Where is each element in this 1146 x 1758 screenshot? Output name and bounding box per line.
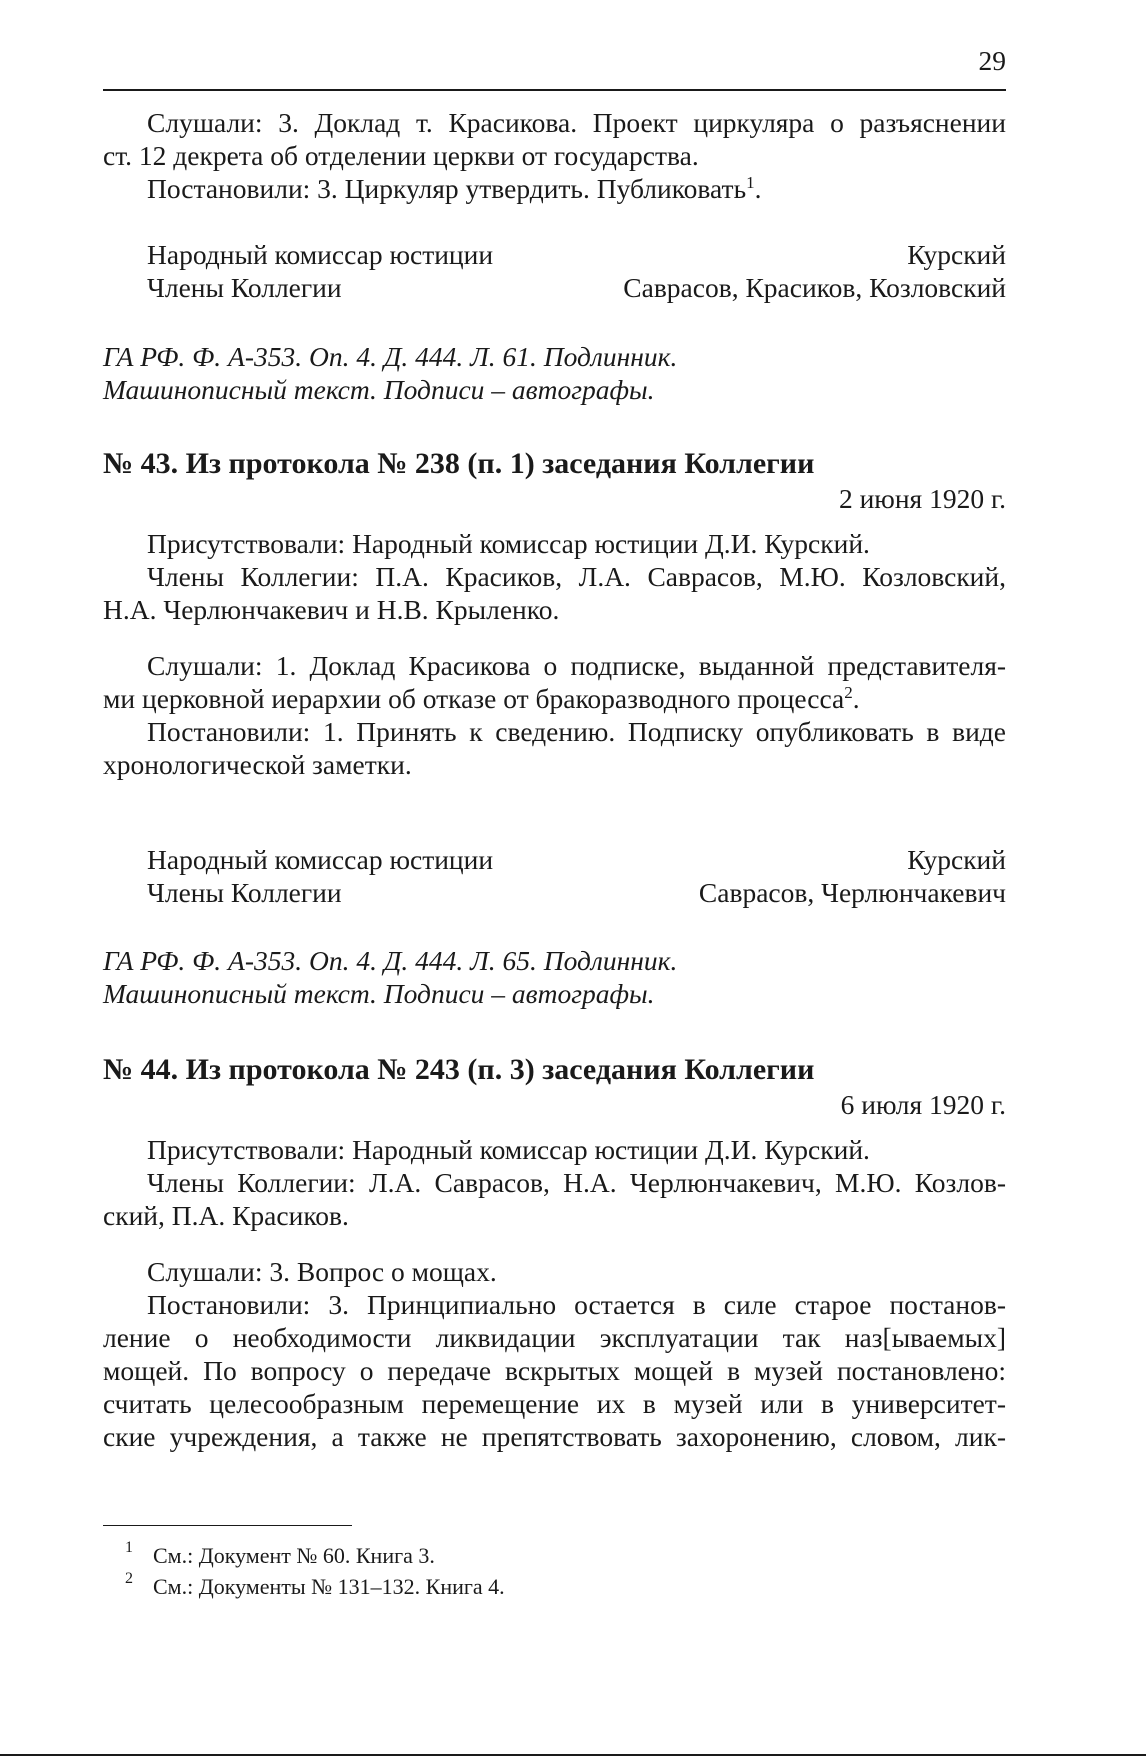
signature-row bbox=[147, 238, 1006, 271]
heard-line: ст. 12 декрета об отделении церкви от государства. bbox=[103, 140, 699, 171]
signature-row bbox=[147, 271, 1006, 304]
heard-line: Слушали: 3. Вопрос о мощах. bbox=[147, 1256, 497, 1287]
signature-row bbox=[147, 843, 1006, 876]
footnote-ref[interactable]: 1 bbox=[746, 172, 755, 192]
source-line: ГА РФ. Ф. А-353. Оп. 4. Д. 444. Л. 61. Подлинник. bbox=[103, 341, 678, 372]
resolved-line bbox=[103, 172, 1006, 205]
resolved-text: Постановили: 3. Циркуляр утвердить. Публиковать bbox=[147, 173, 747, 204]
signature-name: Курский bbox=[907, 844, 1006, 875]
archive-source bbox=[103, 340, 1006, 406]
resolved-line: ские учреждения, а также не препятствовать захоронению, словом, лик- bbox=[103, 1421, 1006, 1452]
present-line: Присутствовали: Народный комиссар юстиции Д.И. Курский. bbox=[147, 1134, 870, 1165]
header-rule bbox=[103, 89, 1006, 91]
resolved-end: . bbox=[754, 173, 762, 204]
members-line: Члены Коллегии: Л.А. Саврасов, Н.А. Черлюнчакевич, М.Ю. Козлов- bbox=[147, 1167, 1006, 1198]
continuation-block bbox=[103, 106, 1006, 205]
signature-label: Члены Коллегии bbox=[147, 272, 342, 303]
signature-name: Саврасов, Черлюнчакевич bbox=[698, 877, 1006, 908]
signature-row bbox=[147, 876, 1006, 909]
footnote bbox=[125, 1571, 985, 1602]
document-date: 6 июля 1920 г. bbox=[840, 1089, 1006, 1120]
members-line: Н.А. Черлюнчакевич и Н.В. Крыленко. bbox=[103, 594, 560, 625]
heard-end: . bbox=[852, 683, 860, 714]
document-date: 2 июня 1920 г. bbox=[838, 483, 1006, 514]
heard-line: Слушали: 1. Доклад Красикова о подписке, выданной представителя- bbox=[147, 650, 1006, 681]
signature-label: Члены Коллегии bbox=[147, 877, 342, 908]
signatures-block bbox=[147, 843, 1006, 909]
document-43 bbox=[103, 446, 1006, 781]
resolved-line: Постановили: 1. Принять к сведению. Подписку опубликовать в виде bbox=[147, 716, 1006, 747]
resolved-line: хронологической заметки. bbox=[103, 749, 412, 780]
signature-name: Курский bbox=[907, 239, 1006, 270]
document-heading: № 44. Из протокола № 243 (п. 3) заседания Коллегии bbox=[103, 1053, 815, 1086]
source-line: ГА РФ. Ф. А-353. Оп. 4. Д. 444. Л. 65. Подлинник. bbox=[103, 945, 678, 976]
signature-label: Народный комиссар юстиции bbox=[147, 239, 494, 270]
source-line: Машинописный текст. Подписи – автографы. bbox=[103, 978, 655, 1009]
footnote-number: 1 bbox=[125, 1539, 133, 1556]
footnote-ref[interactable]: 2 bbox=[844, 682, 853, 702]
document-heading: № 43. Из протокола № 238 (п. 1) заседания Коллегии bbox=[103, 447, 815, 480]
resolved-line: считать целесообразным перемещение их в музей или в университет- bbox=[103, 1388, 1006, 1419]
page-number: 29 bbox=[978, 45, 1006, 76]
signature-name: Саврасов, Красиков, Козловский bbox=[623, 272, 1006, 303]
members-line: Члены Коллегии: П.А. Красиков, Л.А. Саврасов, М.Ю. Козловский, bbox=[147, 561, 1006, 592]
source-line: Машинописный текст. Подписи – автографы. bbox=[103, 374, 655, 405]
resolved-line: мощей. По вопросу о передаче вскрытых мощей в музей постановлено: bbox=[103, 1355, 1006, 1386]
heard-line: Слушали: 3. Доклад т. Красикова. Проект циркуляра о разъяснении bbox=[147, 107, 1006, 138]
archive-source bbox=[103, 944, 1006, 1010]
heard-line bbox=[103, 682, 1006, 715]
signatures-block bbox=[147, 238, 1006, 304]
footnote bbox=[125, 1540, 985, 1571]
footnote-text: См.: Документы № 131–132. Книга 4. bbox=[153, 1574, 505, 1599]
footnote-rule bbox=[103, 1525, 352, 1526]
resolved-line: ление о необходимости ликвидации эксплуатации так наз[ываемых] bbox=[103, 1322, 1006, 1353]
heard-text: ми церковной иерархии об отказе от бракоразводного процесса bbox=[103, 683, 845, 714]
page-bottom-edge bbox=[0, 1754, 1146, 1756]
signature-label: Народный комиссар юстиции bbox=[147, 844, 494, 875]
footnote-number: 2 bbox=[125, 1570, 133, 1587]
resolved-line: Постановили: 3. Принципиально остается в силе старое постанов- bbox=[147, 1289, 1006, 1320]
footnote-text: См.: Документ № 60. Книга 3. bbox=[153, 1543, 435, 1568]
members-line: ский, П.А. Красиков. bbox=[103, 1200, 349, 1231]
footnotes bbox=[125, 1540, 985, 1602]
document-44 bbox=[103, 1052, 1006, 1453]
present-line: Присутствовали: Народный комиссар юстиции Д.И. Курский. bbox=[147, 528, 870, 559]
